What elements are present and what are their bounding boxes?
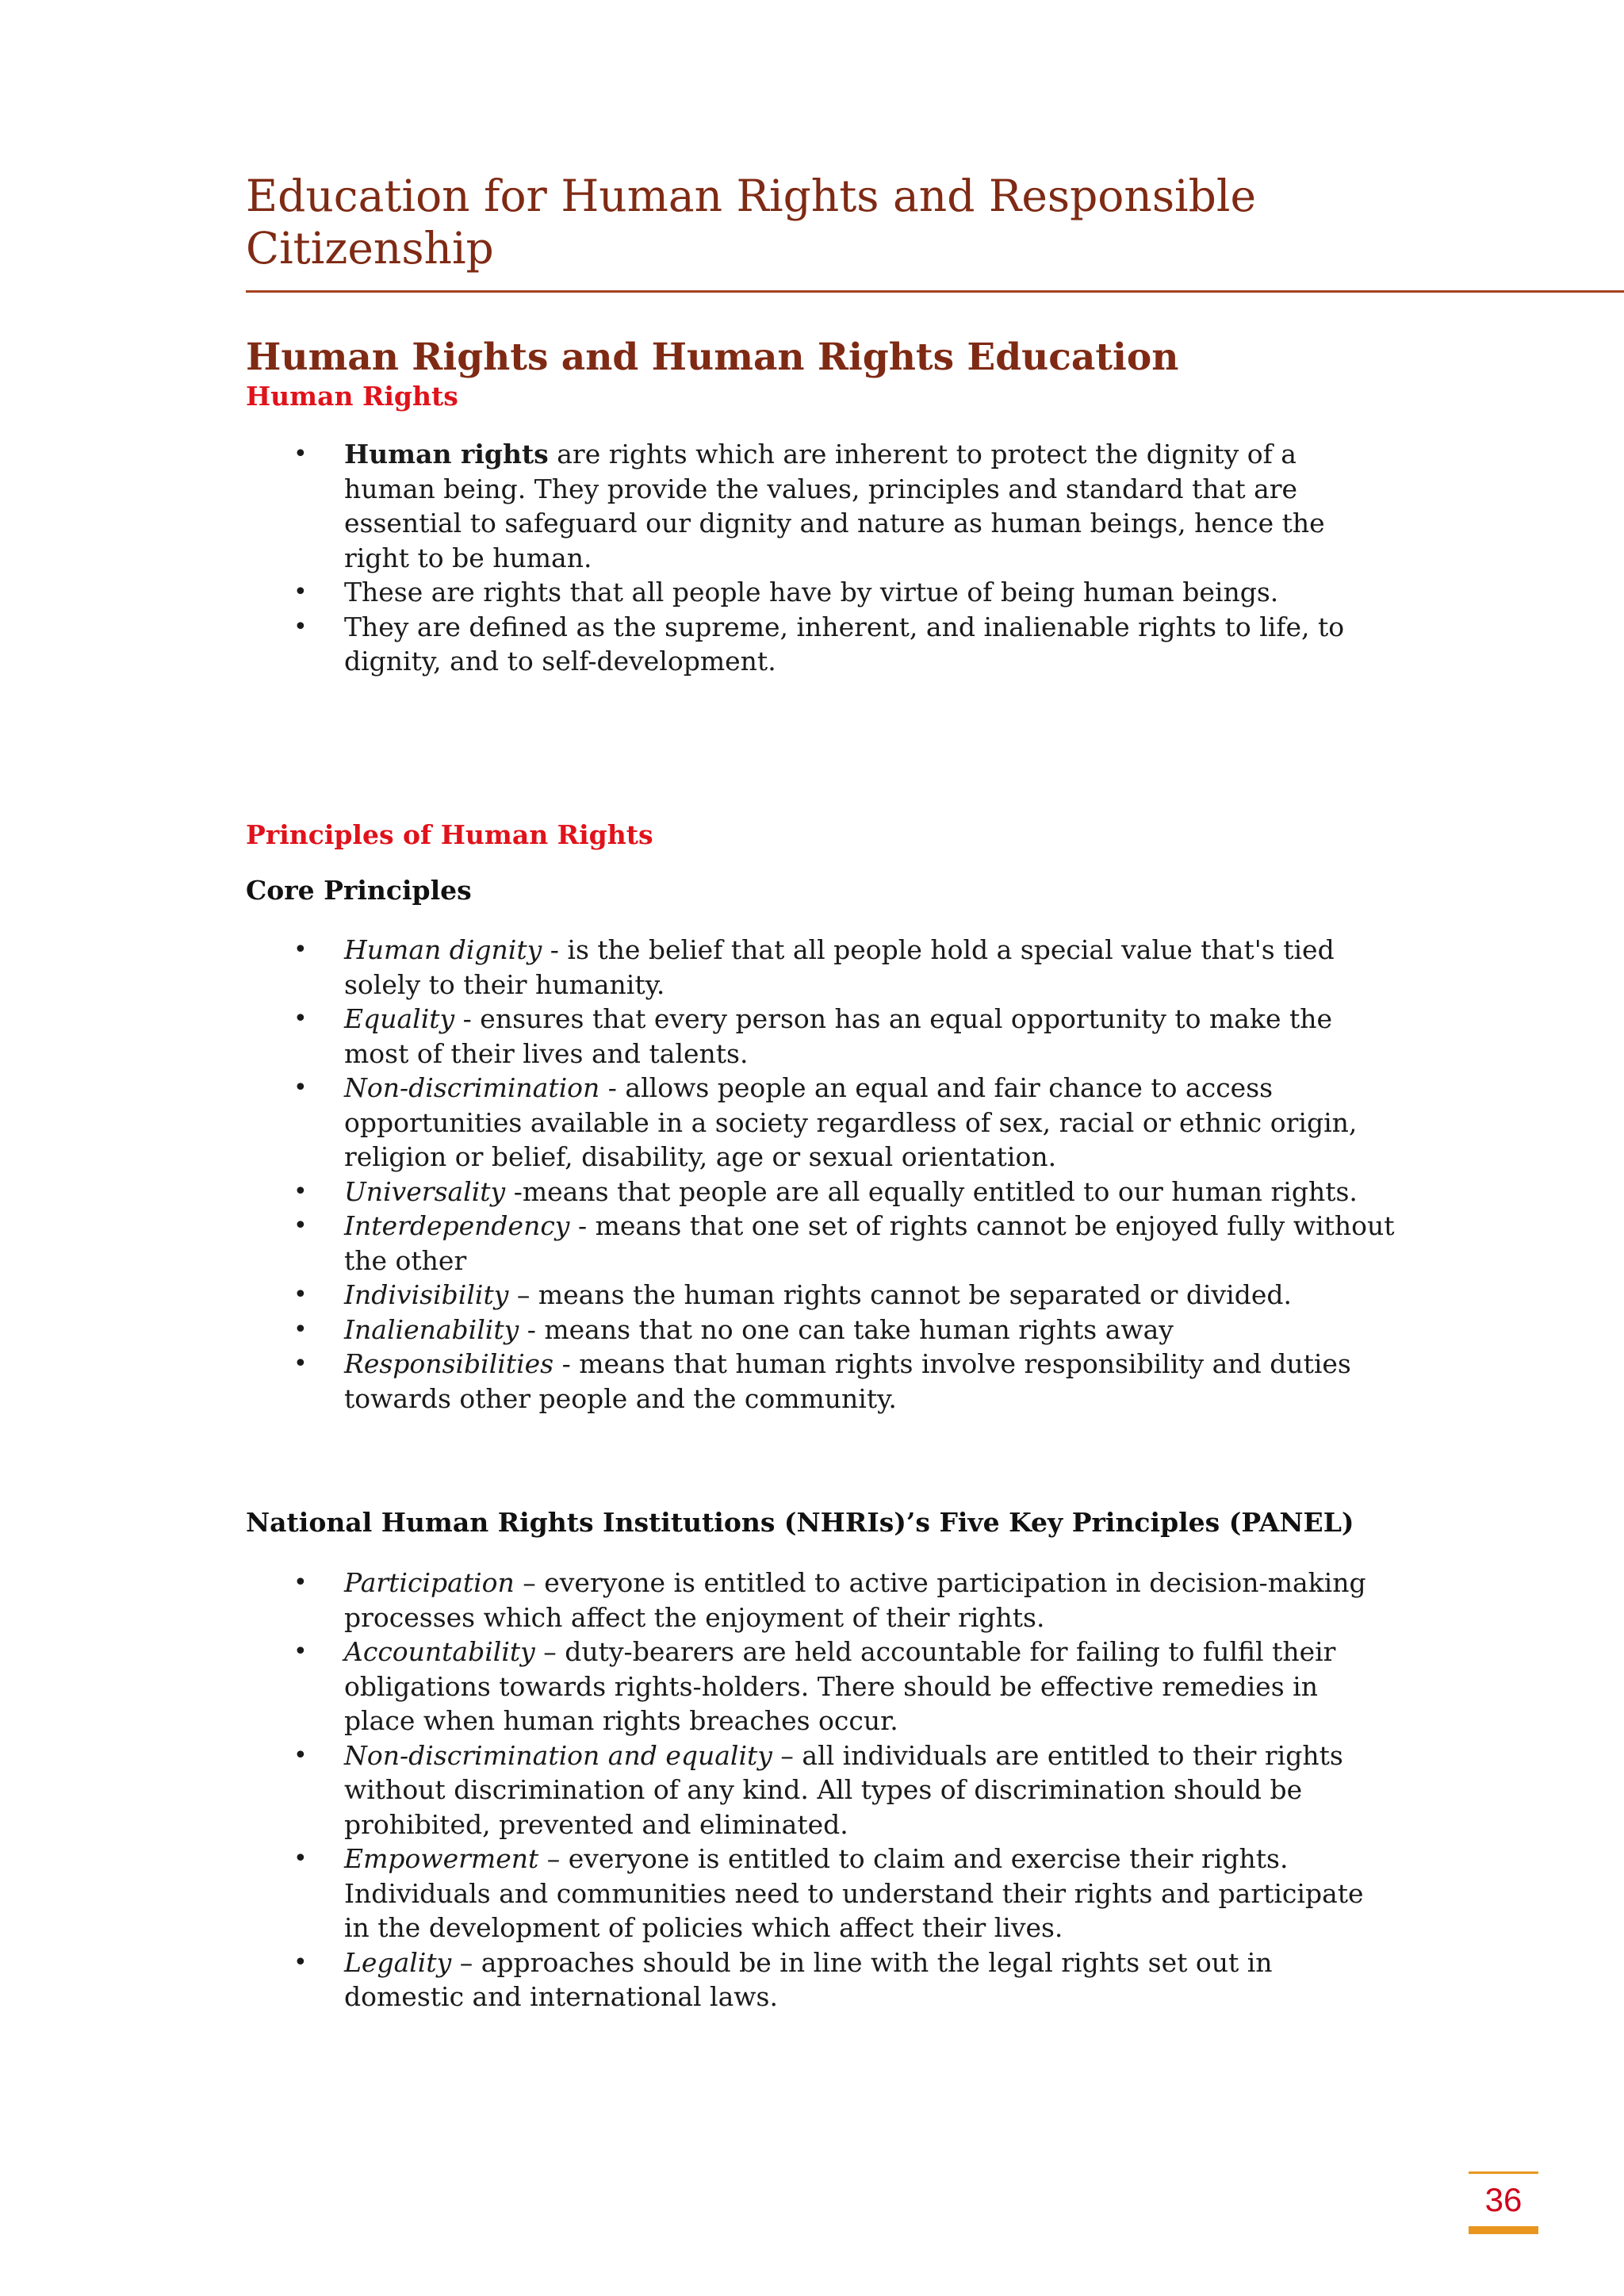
item-text: These are rights that all people have by virtue of being human beings. [344, 577, 1279, 608]
item-text: – everyone is entitled to claim and exercise their rights. Individuals and communities need to understand their rights and participate in the development of policies which affect their lives. [344, 1843, 1364, 1943]
bullet-icon: • [293, 1315, 308, 1343]
core-principles-list [246, 933, 1396, 1416]
list-item [246, 1842, 1396, 1945]
item-text: - ensures that every person has an equal opportunity to make the most of their lives and talents. [344, 1003, 1333, 1069]
item-term: Legality [344, 1946, 452, 1978]
item-term: Universality [344, 1175, 506, 1207]
list-item [246, 1738, 1396, 1842]
item-text: – all individuals are entitled to their rights without discrimination of any kind. All types of discrimination should be prohibited, prevented and eliminated. [344, 1739, 1343, 1840]
page-number: 36 [1469, 2171, 1538, 2234]
list-item [246, 1945, 1396, 2014]
list-item [246, 1635, 1396, 1738]
item-term: Indivisibility [344, 1279, 509, 1310]
item-term: Responsibilities [344, 1348, 554, 1379]
item-text: – means the human rights cannot be separated or divided. [508, 1279, 1292, 1310]
list-item [246, 1071, 1396, 1175]
item-text: - means that one set of rights cannot be enjoyed fully without the other [344, 1210, 1395, 1276]
bullet-icon: • [293, 1350, 308, 1378]
list-item [246, 575, 1396, 610]
item-term: Human rights [344, 439, 549, 470]
bullet-icon: • [293, 440, 308, 468]
list-item [246, 610, 1396, 679]
list-item [246, 1566, 1396, 1635]
item-text: – approaches should be in line with the legal rights set out in domestic and international laws. [344, 1946, 1273, 2012]
item-term: Non-discrimination and equality [344, 1739, 772, 1771]
item-term: Empowerment [344, 1843, 539, 1874]
list-item [246, 1002, 1396, 1071]
bullet-icon: • [293, 1177, 308, 1205]
list-item [246, 1209, 1396, 1278]
human-rights-heading: Human Rights [246, 381, 458, 412]
bullet-icon: • [293, 1569, 308, 1596]
bullet-icon: • [293, 936, 308, 964]
list-item [246, 1175, 1396, 1209]
bullet-icon: • [293, 1741, 308, 1769]
item-term: Non-discrimination [344, 1072, 600, 1103]
item-text: – everyone is entitled to active participation in decision-making processes which affect the enjoyment of their rights. [344, 1567, 1366, 1633]
list-item [246, 437, 1396, 575]
item-text: are rights which are inherent to protect the dignity of a human being. They provide the values, principles and standard that are essential to safeguard our dignity and nature as human beings, hence the right to be human. [344, 439, 1325, 573]
bullet-icon: • [293, 1074, 308, 1102]
bullet-icon: • [293, 1212, 308, 1240]
bullet-icon: • [293, 1005, 308, 1033]
item-text: They are defined as the supreme, inherent, and inalienable rights to life, to dignity, and to self-development. [344, 611, 1345, 677]
item-term: Inalienability [344, 1313, 519, 1345]
list-item [246, 933, 1396, 1002]
item-text: - means that human rights involve responsibility and duties towards other people and the community. [344, 1348, 1351, 1414]
core-principles-heading: Core Principles [246, 875, 472, 906]
item-text: - means that no one can take human rights away [519, 1313, 1174, 1345]
bullet-icon: • [293, 612, 308, 641]
item-term: Accountability [344, 1636, 535, 1667]
item-text: - is the belief that all people hold a special value that's tied solely to their humanity. [344, 934, 1335, 1000]
item-term: Human dignity [344, 934, 542, 965]
bullet-icon: • [293, 1281, 308, 1309]
item-term: Participation [344, 1567, 515, 1598]
human-rights-list [246, 437, 1396, 679]
item-term: Equality [344, 1003, 455, 1034]
chapter-divider [246, 290, 1624, 293]
item-text: – duty-bearers are held accountable for failing to fulfil their obligations towards rights-holders. There should be effective remedies in place when human rights breaches occur. [344, 1636, 1336, 1736]
bullet-icon: • [293, 1638, 308, 1665]
panel-heading: National Human Rights Institutions (NHRIs)’s Five Key Principles (PANEL) [246, 1507, 1354, 1538]
item-term: Interdependency [344, 1210, 570, 1241]
item-text: - allows people an equal and fair chance to access opportunities available in a society regardless of sex, racial or ethnic origin, religion or belief, disability, age or sexual orientation. [344, 1072, 1358, 1172]
list-item [246, 1313, 1396, 1347]
list-item [246, 1278, 1396, 1313]
chapter-title: Education for Human Rights and Responsible Citizenship [246, 171, 1256, 274]
list-item [246, 1347, 1396, 1416]
item-text: -means that people are all equally entitled to our human rights. [505, 1175, 1358, 1207]
section-title: Human Rights and Human Rights Education [246, 335, 1179, 379]
bullet-icon: • [293, 1948, 308, 1976]
panel-principles-list [246, 1566, 1396, 2014]
principles-heading: Principles of Human Rights [246, 819, 653, 850]
bullet-icon: • [293, 1845, 308, 1872]
bullet-icon: • [293, 578, 308, 606]
